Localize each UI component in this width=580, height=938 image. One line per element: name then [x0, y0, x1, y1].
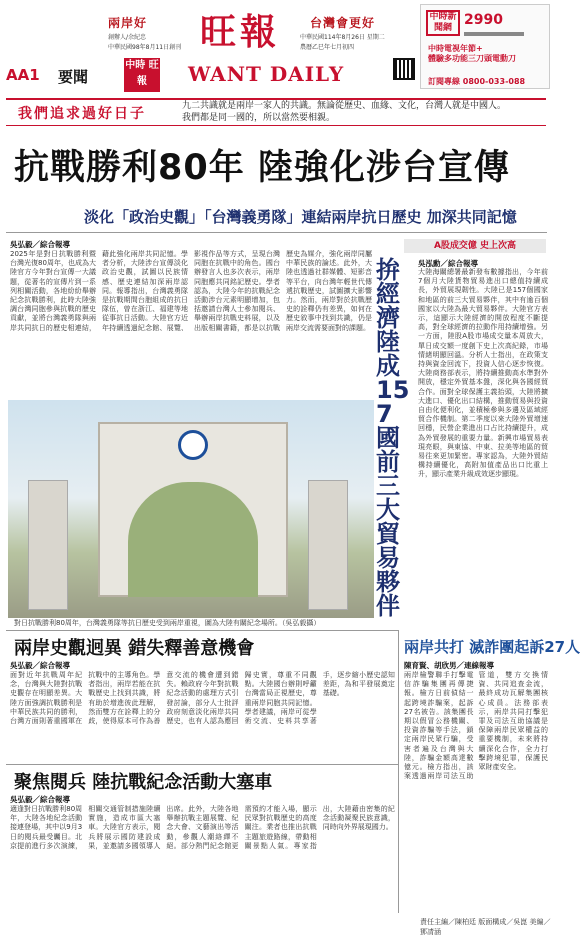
shaver-icon: [464, 32, 524, 36]
fraud-byline: 陳育賢、胡欣男／連線報導: [404, 661, 494, 670]
sidebar-byline: 吳泓勳／綜合報導: [418, 259, 478, 268]
fraud-headline: 兩岸共打 滅詐團起訴27人: [404, 638, 580, 656]
sub-headline: 淡化「政治史觀」「台灣義勇隊」連結兩岸抗日歷史 加深共同記憶: [84, 208, 517, 226]
lunar-date: 農曆乙巳年七月初四: [300, 44, 355, 51]
article2-body: 面對近年抗戰周年紀念，台灣與大陸對抗戰史觀存在明顯差異。大陸方面強調抗戰勝利是中華民族共同的勝利，台灣方面則著重國軍在抗戰中的主導角色。學者指出，兩岸若能在抗戰歷史上找到共識，將有助於增進彼此理解，然而雙方在詮釋上的分歧，使得原本可作為善意交流的機會遭到錯失。賴政府今年對抗戰紀念活動的處理方式引發討論，部分人士批評政府刻意淡化兩岸共同歷史，也有人認為應回歸史實，尊重不同觀點。大陸國台辦則呼籲台灣當局正視歷史，尊重兩岸同胞共同記憶。學者建議，兩岸可從學術交流、史料共享著手，逐步縮小歷史認知差距，為和平發展奠定基礎。: [10, 671, 395, 726]
divider: [6, 232, 547, 233]
founder-line: 創辦人/余紀忠: [108, 34, 147, 41]
section-name: 要聞: [58, 68, 89, 86]
chinatimes-badge: 中時 旺報: [124, 58, 160, 92]
lead-article-body: 2025年是對日抗戰勝利暨台灣光復80周年，也成為大陸官方今年對台宣傳一大議題，從著名的宣傳片到一系列相關活動，各地紛紛舉辦紀念抗戰勝利，此時大陸強調台灣同胞參與抗戰的歷史貢獻，並將台灣義勇隊與兩岸共同抗日的歷史相連結，藉此強化兩岸共同記憶。學者分析，大陸涉台宣傳淡化政治史觀，試圖以民族情感、歷史連結加深兩岸認同。報導指出，台灣義勇隊是抗戰期間台胞組成的抗日隊伍，曾在浙江、福建等地從事抗日活動。大陸官方近年持續透過紀念館、展覽、影視作品等方式，呈現台灣同胞在抗戰中的角色。國台辦發言人也多次表示，兩岸同胞應共同銘記歷史。學者認為，大陸今年的抗戰紀念活動涉台元素明顯增加，包括邀請台灣人士參加閱兵、舉辦兩岸抗戰史料展，以及出版相關書籍，都是以抗戰歷史為媒介，強化兩岸同屬中華民族的論述。此外，大陸也透過社群媒體、短影音等平台，向台灣年輕世代傳遞抗戰歷史，試圖擴大影響力。然而，兩岸對於抗戰歷史的詮釋仍有差異，如何在歷史敘事中找到共識，仍是兩岸交流需要面對的課題。: [10, 250, 372, 332]
article2-byline: 吳弘毅／綜合報導: [10, 661, 70, 670]
fraud-article-body: 兩岸檢警聯手打擊電信詐騙集團再傳捷報。檢方日前偵結一起跨境詐騙案，起訴27名被告。該集團長期以假冒公務機關、投資詐騙等手法，鎖定兩岸民眾行騙，受害者遍及台灣與大陸，詐騙金額高達數億元。檢方指出，該案透過兩岸司法互助管道，雙方交換情資、共同追查金流，最終成功瓦解集團核心成員。法務部表示，兩岸共同打擊犯罪及司法互助協議是保障兩岸民眾權益的重要機制，未來將持續深化合作，全力打擊跨境犯罪，保護民眾財產安全。: [404, 671, 548, 781]
newspaper-logo: 旺報: [200, 11, 281, 53]
sidebar-headline: 拚經濟陸成157國前三大貿易夥伴: [376, 256, 410, 620]
issue-date: 中華民國114年8月26日 星期二: [300, 34, 385, 41]
lead-byline: 吳弘毅／綜合報導: [10, 240, 70, 249]
ad-price: 2990: [464, 12, 503, 28]
founded-date: 中華民國98年8月11日創刊: [108, 44, 182, 51]
slogan-right: 台灣會更好: [310, 16, 376, 30]
main-headline: 抗戰勝利80年 陸強化涉台宣傳: [14, 148, 510, 188]
photo-caption: 對日抗戰勝利80周年，台灣義勇隊等抗日歷史受到兩岸重視，圖為大陸有關紀念場所。（吳弘毅攝）: [14, 619, 321, 627]
motto-left: 我們追求過好日子: [18, 106, 146, 122]
article3-byline: 吳弘毅／綜合報導: [10, 795, 70, 804]
article2-headline: 兩岸史觀迥異 錯失釋善意機會: [14, 638, 255, 659]
ad-line-1: 中時電視年節+: [428, 44, 483, 53]
arch-opening: [128, 482, 258, 597]
section-code: AA1: [6, 66, 40, 84]
article3-body: 適逢對日抗戰勝利80周年，大陸各地紀念活動接連登場，其中以9月3日的閱兵最受矚目。北京提前進行多次演練，相關交通管制措施陸續實施，造成市區大塞車。大陸官方表示，閱兵將展示國防建設成果，並邀請多國領導人出席。此外，大陸各地舉辦抗戰主題展覽、紀念大會、文藝演出等活動，參觀人潮絡繹不絕。部分熱門紀念館更需預約才能入場，顯示民眾對抗戰歷史的高度關注。業者也推出抗戰主題旅遊路線，帶動相關景點人氣。專家指出，大陸藉由密集的紀念活動凝聚民族意識，同時向外界展現國力。: [10, 805, 395, 850]
newspaper-logo-en: WANT DAILY: [188, 62, 345, 86]
qr-code-icon[interactable]: [393, 58, 415, 80]
ad-phone: 訂閱專線 0800-033-088: [428, 77, 526, 86]
ad-brand: 中時新聞網: [426, 10, 460, 36]
motto-right: [182, 100, 542, 124]
column-divider: [398, 630, 399, 913]
divider: [6, 630, 398, 631]
motto-line-1: 九二共識就是兩岸一家人的共識。無論從歷史、血緣、文化，台灣人就是中國人。: [182, 101, 507, 111]
left-pillar: [28, 480, 68, 610]
right-pillar: [308, 480, 348, 610]
slogan-left: 兩岸好: [108, 16, 148, 30]
editor-credits: 責任主編／陳柏廷 版面構成／吳崑 美編／鄧凊涵: [420, 918, 551, 936]
emblem-icon: [178, 430, 208, 460]
article3-headline: 聚焦閱兵 陸抗戰紀念活動大塞車: [14, 772, 273, 793]
sidebar-article-body: 大陸海關總署最新發布數據指出，今年前7個月大陸貨物貿易進出口總值持續成長，外貿展現韌性。大陸已是157個國家和地區的前三大貿易夥伴，其中有逾百個國家以大陸為最大貿易夥伴。大陸官方表示，這顯示大陸經濟的開放程度不斷提高，對全球經濟的拉動作用持續增強。另一方面，陸股A股市場成交量本周放大，單日成交額一度創下史上次高紀錄，市場情緒明顯回溫。分析人士指出，在政策支持與資金回流下，投資人信心逐步恢復。大陸商務部表示，將持續推動高水準對外開放，穩定外貿基本盤，深化與各國經貿合作。面對全球保護主義抬頭，大陸將擴大進口、優化出口結構，推動貿易與投資自由化便利化，並積極參與多邊及區域經貿合作機制。第二季度以來大陸外貿增速回穩，民營企業進出口占比持續提升，成為外貿發展的重要力量。新興市場貿易表現亮眼，與東協、中東、拉美等地區的貿易往來更加緊密。專家認為，大陸外貿結構持續優化，高附加值產品出口比重上升，顯示產業升級成效逐步顯現。: [418, 268, 548, 479]
divider: [6, 764, 398, 765]
memorial-arch-photo[interactable]: [8, 400, 374, 618]
sidebar-tag: A股成交億 史上次高: [404, 239, 546, 253]
ad-text: [428, 44, 516, 64]
ad-line-2: 體驗多功能三刀頭電動刀: [428, 54, 516, 63]
motto-line-2: 我們都是同一國的，所以當然要相親。: [182, 113, 336, 123]
